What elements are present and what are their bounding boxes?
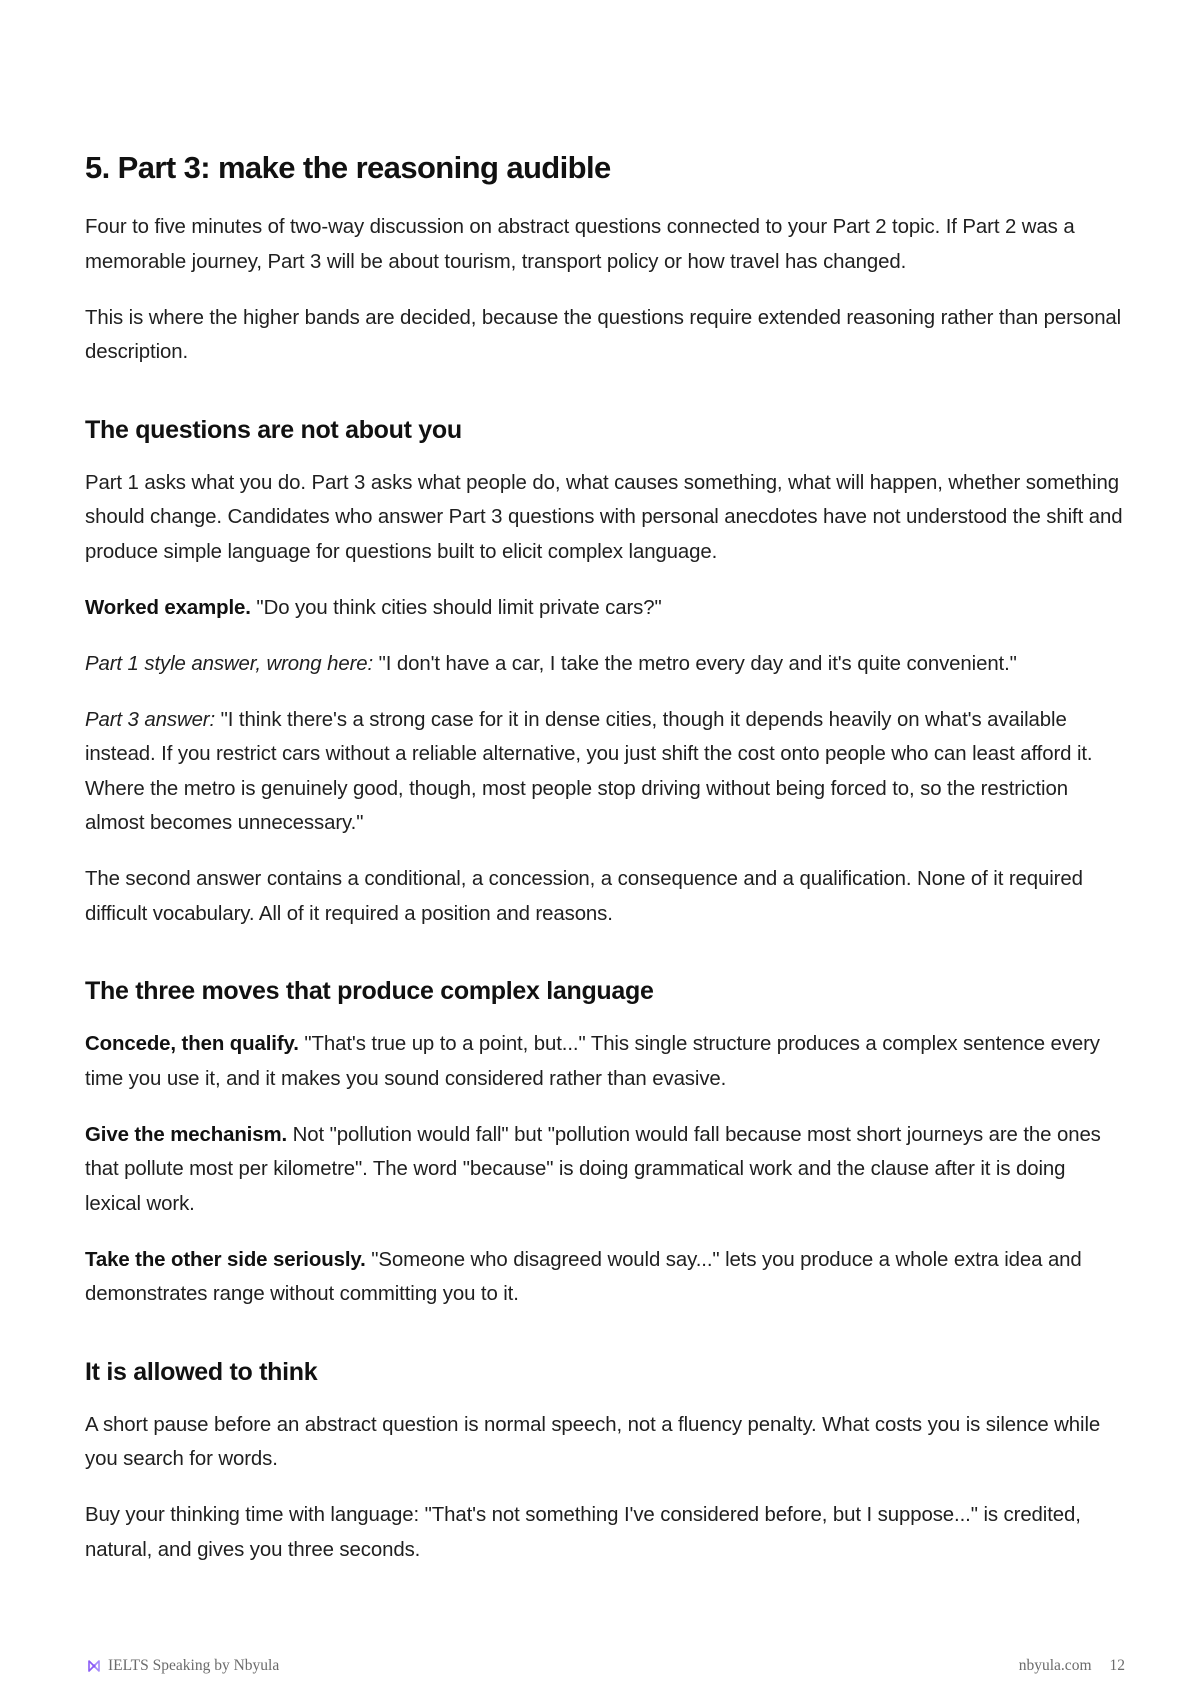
think-heading: It is allowed to think: [85, 1357, 318, 1386]
footer-site: nbyula.com: [1018, 1657, 1092, 1674]
nbyula-logo-icon: [86, 1658, 102, 1674]
move-concede: [85, 1027, 1125, 1096]
move-concede-label: Concede, then qualify.: [85, 1033, 299, 1055]
move-concede-text: "That's true up to a point, but..." This single structure produces a complex sentence every time you use it, and it makes you sound considered rather than evasive.: [85, 1033, 1100, 1090]
moves-heading: The three moves that produce complex language: [85, 977, 654, 1005]
wrong-answer-text: "I don't have a car, I take the metro every day and it's quite convenient.": [373, 652, 1017, 675]
questions-paragraph: Part 1 asks what you do. Part 3 asks what people do, what causes something, what will happen, whether something should change. Candidates who answer Part 3 questions with personal anecdotes have not understood the shift and produce simple language for questions built to elicit complex language.: [85, 471, 1123, 563]
footer-brand-text: IELTS Speaking by Nbyula: [108, 1657, 280, 1674]
intro-paragraph-1: Four to five minutes of two-way discussion on abstract questions connected to your Part 2 topic. If Part 2 was a memorable journey, Part 3 will be about tourism, transport policy or how travel has changed.: [85, 216, 1075, 273]
wrong-answer-label: Part 1 style answer, wrong here:: [85, 652, 374, 675]
footer-meta: [1019, 1657, 1125, 1675]
answer-analysis: The second answer contains a conditional, a concession, a consequence and a qualification. None of it required difficult vocabulary. All of it required a position and reasons.: [85, 868, 1083, 925]
right-answer-label: Part 3 answer:: [85, 708, 216, 731]
worked-example-text: "Do you think cities should limit private cars?": [250, 596, 662, 619]
section-title: 5. Part 3: make the reasoning audible: [85, 150, 611, 185]
move-other-side: [85, 1243, 1125, 1312]
move-mechanism: [85, 1118, 1125, 1222]
page-footer: [86, 1654, 1125, 1678]
intro-paragraph-2: This is where the higher bands are decided, because the questions require extended reasoning rather than personal description.: [85, 306, 1122, 363]
worked-example: [85, 591, 1125, 626]
document-page: [85, 146, 1125, 1589]
right-answer: [85, 703, 1125, 841]
worked-example-label: Worked example.: [85, 596, 251, 619]
footer-brand: [86, 1657, 279, 1675]
move-other-side-text: "Someone who disagreed would say..." lets you produce a whole extra idea and demonstrates range without committing you to it.: [85, 1248, 1082, 1305]
questions-heading: The questions are not about you: [85, 415, 462, 444]
move-mechanism-text: Not "pollution would fall" but "pollution would fall because most short journeys are the ones that pollute most per kilometre". The word "because" is doing grammatical work and the clause after it is doing lexical work.: [85, 1123, 1101, 1215]
move-mechanism-label: Give the mechanism.: [85, 1123, 288, 1146]
wrong-answer: [85, 647, 1125, 682]
right-answer-text: "I think there's a strong case for it in dense cities, though it depends heavily on what's available instead. If you restrict cars without a reliable alternative, you just shift the cost onto people who can least afford it. Where the metro is genuinely good, though, most people stop driving without being forced to, so the restriction almost becomes unnecessary.": [85, 708, 1093, 834]
page-number: 12: [1109, 1657, 1125, 1674]
think-paragraph-1: A short pause before an abstract question is normal speech, not a fluency penalty. What costs you is silence while you search for words.: [85, 1413, 1101, 1470]
move-other-side-label: Take the other side seriously.: [85, 1248, 366, 1271]
think-paragraph-2: Buy your thinking time with language: "That's not something I've considered before, but I suppose..." is credited, natural, and gives you three seconds.: [85, 1504, 1081, 1561]
